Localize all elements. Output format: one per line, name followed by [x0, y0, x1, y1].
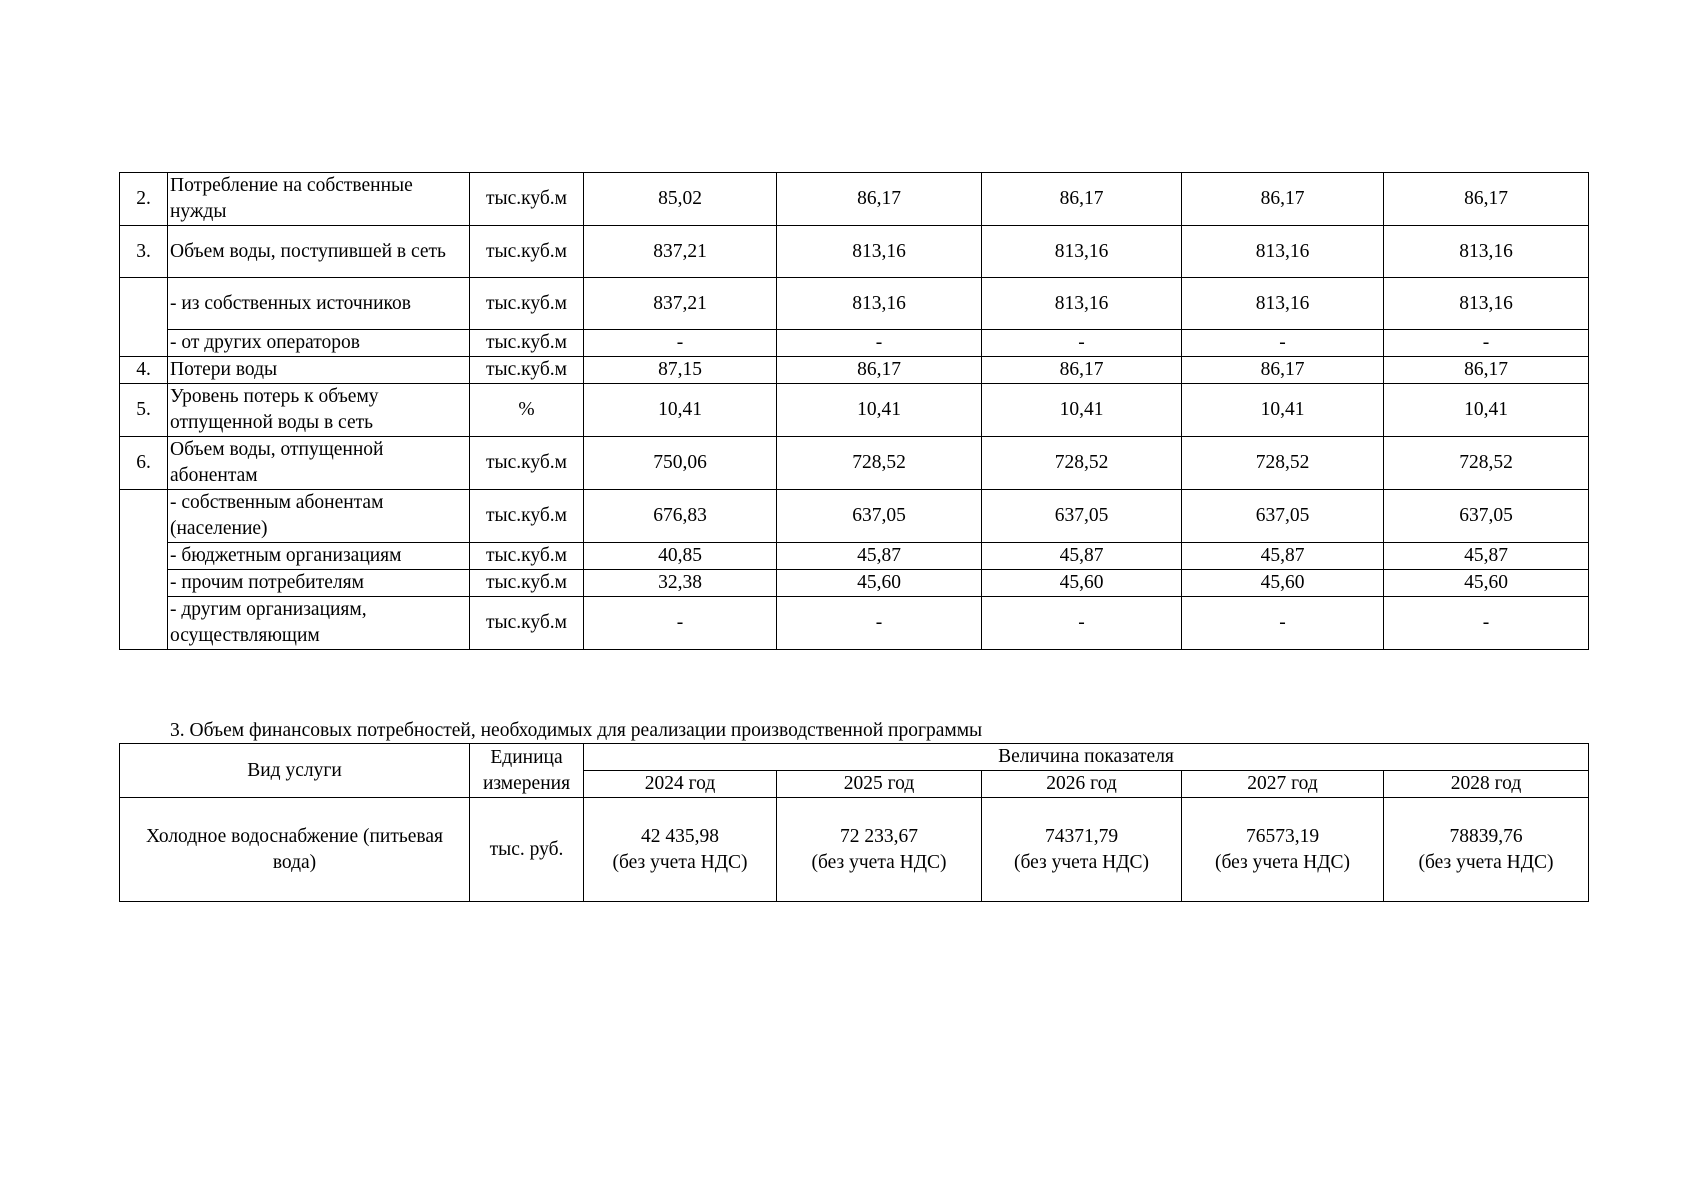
table-row	[120, 798, 1589, 902]
value-cell: -	[584, 330, 777, 357]
value-cell: 86,17	[777, 173, 982, 226]
row-label: Объем воды, отпущенной абонентам	[168, 437, 470, 490]
service-name: Холодное водоснабжение (питьевая вода)	[120, 798, 470, 902]
row-unit: тыс.куб.м	[470, 597, 584, 650]
row-label: - другим организациям, осуществляющим	[168, 597, 470, 650]
row-unit: тыс.куб.м	[470, 173, 584, 226]
amount-cell	[584, 798, 777, 902]
amount-cell	[777, 798, 982, 902]
value-cell: 813,16	[1182, 226, 1384, 278]
value-cell: -	[982, 330, 1182, 357]
value-cell: 813,16	[777, 226, 982, 278]
value-cell: 45,87	[982, 543, 1182, 570]
value-cell: 10,41	[982, 384, 1182, 437]
value-cell: 637,05	[1384, 490, 1589, 543]
header-row	[120, 744, 1589, 771]
year-header: 2025 год	[777, 771, 982, 798]
row-unit: тыс.куб.м	[470, 330, 584, 357]
value-cell: 728,52	[982, 437, 1182, 490]
row-number: 4.	[120, 357, 168, 384]
row-unit: тыс.куб.м	[470, 357, 584, 384]
value-cell: 750,06	[584, 437, 777, 490]
table-row	[120, 490, 1589, 543]
row-unit: тыс.куб.м	[470, 278, 584, 330]
amount-note: (без учета НДС)	[1013, 851, 1149, 873]
year-header: 2026 год	[982, 771, 1182, 798]
amount-note: (без учета НДС)	[1418, 851, 1554, 873]
value-cell: 813,16	[1384, 278, 1589, 330]
table-row	[120, 570, 1589, 597]
value-cell: 637,05	[777, 490, 982, 543]
value-cell: 813,16	[1182, 278, 1384, 330]
row-label: Объем воды, поступившей в сеть	[168, 226, 470, 278]
row-unit: тыс. руб.	[470, 798, 584, 902]
value-cell: -	[1384, 597, 1589, 650]
value-cell: 637,05	[1182, 490, 1384, 543]
row-number: 3.	[120, 226, 168, 278]
row-number: 5.	[120, 384, 168, 437]
row-label: - от других операторов	[168, 330, 470, 357]
unit-header: Единица измерения	[470, 744, 584, 798]
value-cell: -	[1182, 330, 1384, 357]
value-cell: 86,17	[1384, 357, 1589, 384]
table-row	[120, 226, 1589, 278]
value-cell: 40,85	[584, 543, 777, 570]
value-cell: -	[584, 597, 777, 650]
row-label: Уровень потерь к объему отпущенной воды в сеть	[168, 384, 470, 437]
value-cell: -	[777, 597, 982, 650]
table-row	[120, 330, 1589, 357]
table-row	[120, 543, 1589, 570]
value-cell: -	[1182, 597, 1384, 650]
row-label: - бюджетным организациям	[168, 543, 470, 570]
value-cell: 813,16	[1384, 226, 1589, 278]
value-cell: 86,17	[1384, 173, 1589, 226]
value-cell: 32,38	[584, 570, 777, 597]
amount-note: (без учета НДС)	[612, 851, 748, 873]
table-row	[120, 173, 1589, 226]
value-cell: 45,60	[777, 570, 982, 597]
row-unit: тыс.куб.м	[470, 543, 584, 570]
value-cell: -	[982, 597, 1182, 650]
row-number	[120, 278, 168, 357]
value-cell: 813,16	[982, 278, 1182, 330]
value-cell: 10,41	[1384, 384, 1589, 437]
row-unit: %	[470, 384, 584, 437]
value-cell: -	[1384, 330, 1589, 357]
value-cell: 85,02	[584, 173, 777, 226]
value-cell: 813,16	[777, 278, 982, 330]
table-row	[120, 437, 1589, 490]
table-row	[120, 597, 1589, 650]
value-cell: 45,60	[1384, 570, 1589, 597]
row-label: - собственным абонентам (население)	[168, 490, 470, 543]
value-cell: 87,15	[584, 357, 777, 384]
row-label: - из собственных источников	[168, 278, 470, 330]
amount-cell	[1182, 798, 1384, 902]
value-cell: 86,17	[982, 357, 1182, 384]
value-cell: 10,41	[777, 384, 982, 437]
value-cell: 45,60	[1182, 570, 1384, 597]
service-header: Вид услуги	[120, 744, 470, 798]
value-cell: 10,41	[584, 384, 777, 437]
row-number	[120, 490, 168, 650]
value-cell: 86,17	[982, 173, 1182, 226]
value-cell: 86,17	[1182, 357, 1384, 384]
value-cell: 813,16	[982, 226, 1182, 278]
value-cell: 86,17	[1182, 173, 1384, 226]
row-label: Потери воды	[168, 357, 470, 384]
section-caption: 3. Объем финансовых потребностей, необходимых для реализации производственной программы	[170, 720, 983, 741]
value-cell: 837,21	[584, 226, 777, 278]
row-number: 6.	[120, 437, 168, 490]
value-cell: -	[777, 330, 982, 357]
row-number: 2.	[120, 173, 168, 226]
value-cell: 676,83	[584, 490, 777, 543]
value-cell: 45,87	[1384, 543, 1589, 570]
year-header: 2024 год	[584, 771, 777, 798]
year-header: 2027 год	[1182, 771, 1384, 798]
value-cell: 728,52	[777, 437, 982, 490]
value-cell: 728,52	[1384, 437, 1589, 490]
row-unit: тыс.куб.м	[470, 570, 584, 597]
value-cell: 728,52	[1182, 437, 1384, 490]
amount-value: 42 435,98	[641, 825, 719, 847]
table-row	[120, 384, 1589, 437]
value-cell: 45,87	[1182, 543, 1384, 570]
row-unit: тыс.куб.м	[470, 226, 584, 278]
amount-note: (без учета НДС)	[1214, 851, 1350, 873]
amount-value: 74371,79	[1044, 825, 1119, 847]
amount-value: 76573,19	[1245, 825, 1320, 847]
table-row	[120, 278, 1589, 330]
row-label: - прочим потребителям	[168, 570, 470, 597]
amount-cell	[1384, 798, 1589, 902]
value-cell: 837,21	[584, 278, 777, 330]
value-cell: 45,60	[982, 570, 1182, 597]
row-unit: тыс.куб.м	[470, 437, 584, 490]
row-label: Потребление на собственные нужды	[168, 173, 470, 226]
year-header: 2028 год	[1384, 771, 1589, 798]
amount-value: 78839,76	[1449, 825, 1523, 847]
value-group-header: Величина показателя	[584, 744, 1589, 771]
amount-note: (без учета НДС)	[811, 851, 947, 873]
water-balance-table	[119, 172, 1589, 650]
table-row	[120, 357, 1589, 384]
row-unit: тыс.куб.м	[470, 490, 584, 543]
value-cell: 45,87	[777, 543, 982, 570]
value-cell: 637,05	[982, 490, 1182, 543]
financial-needs-table	[119, 743, 1589, 902]
value-cell: 10,41	[1182, 384, 1384, 437]
amount-cell	[982, 798, 1182, 902]
value-cell: 86,17	[777, 357, 982, 384]
amount-value: 72 233,67	[840, 825, 918, 847]
